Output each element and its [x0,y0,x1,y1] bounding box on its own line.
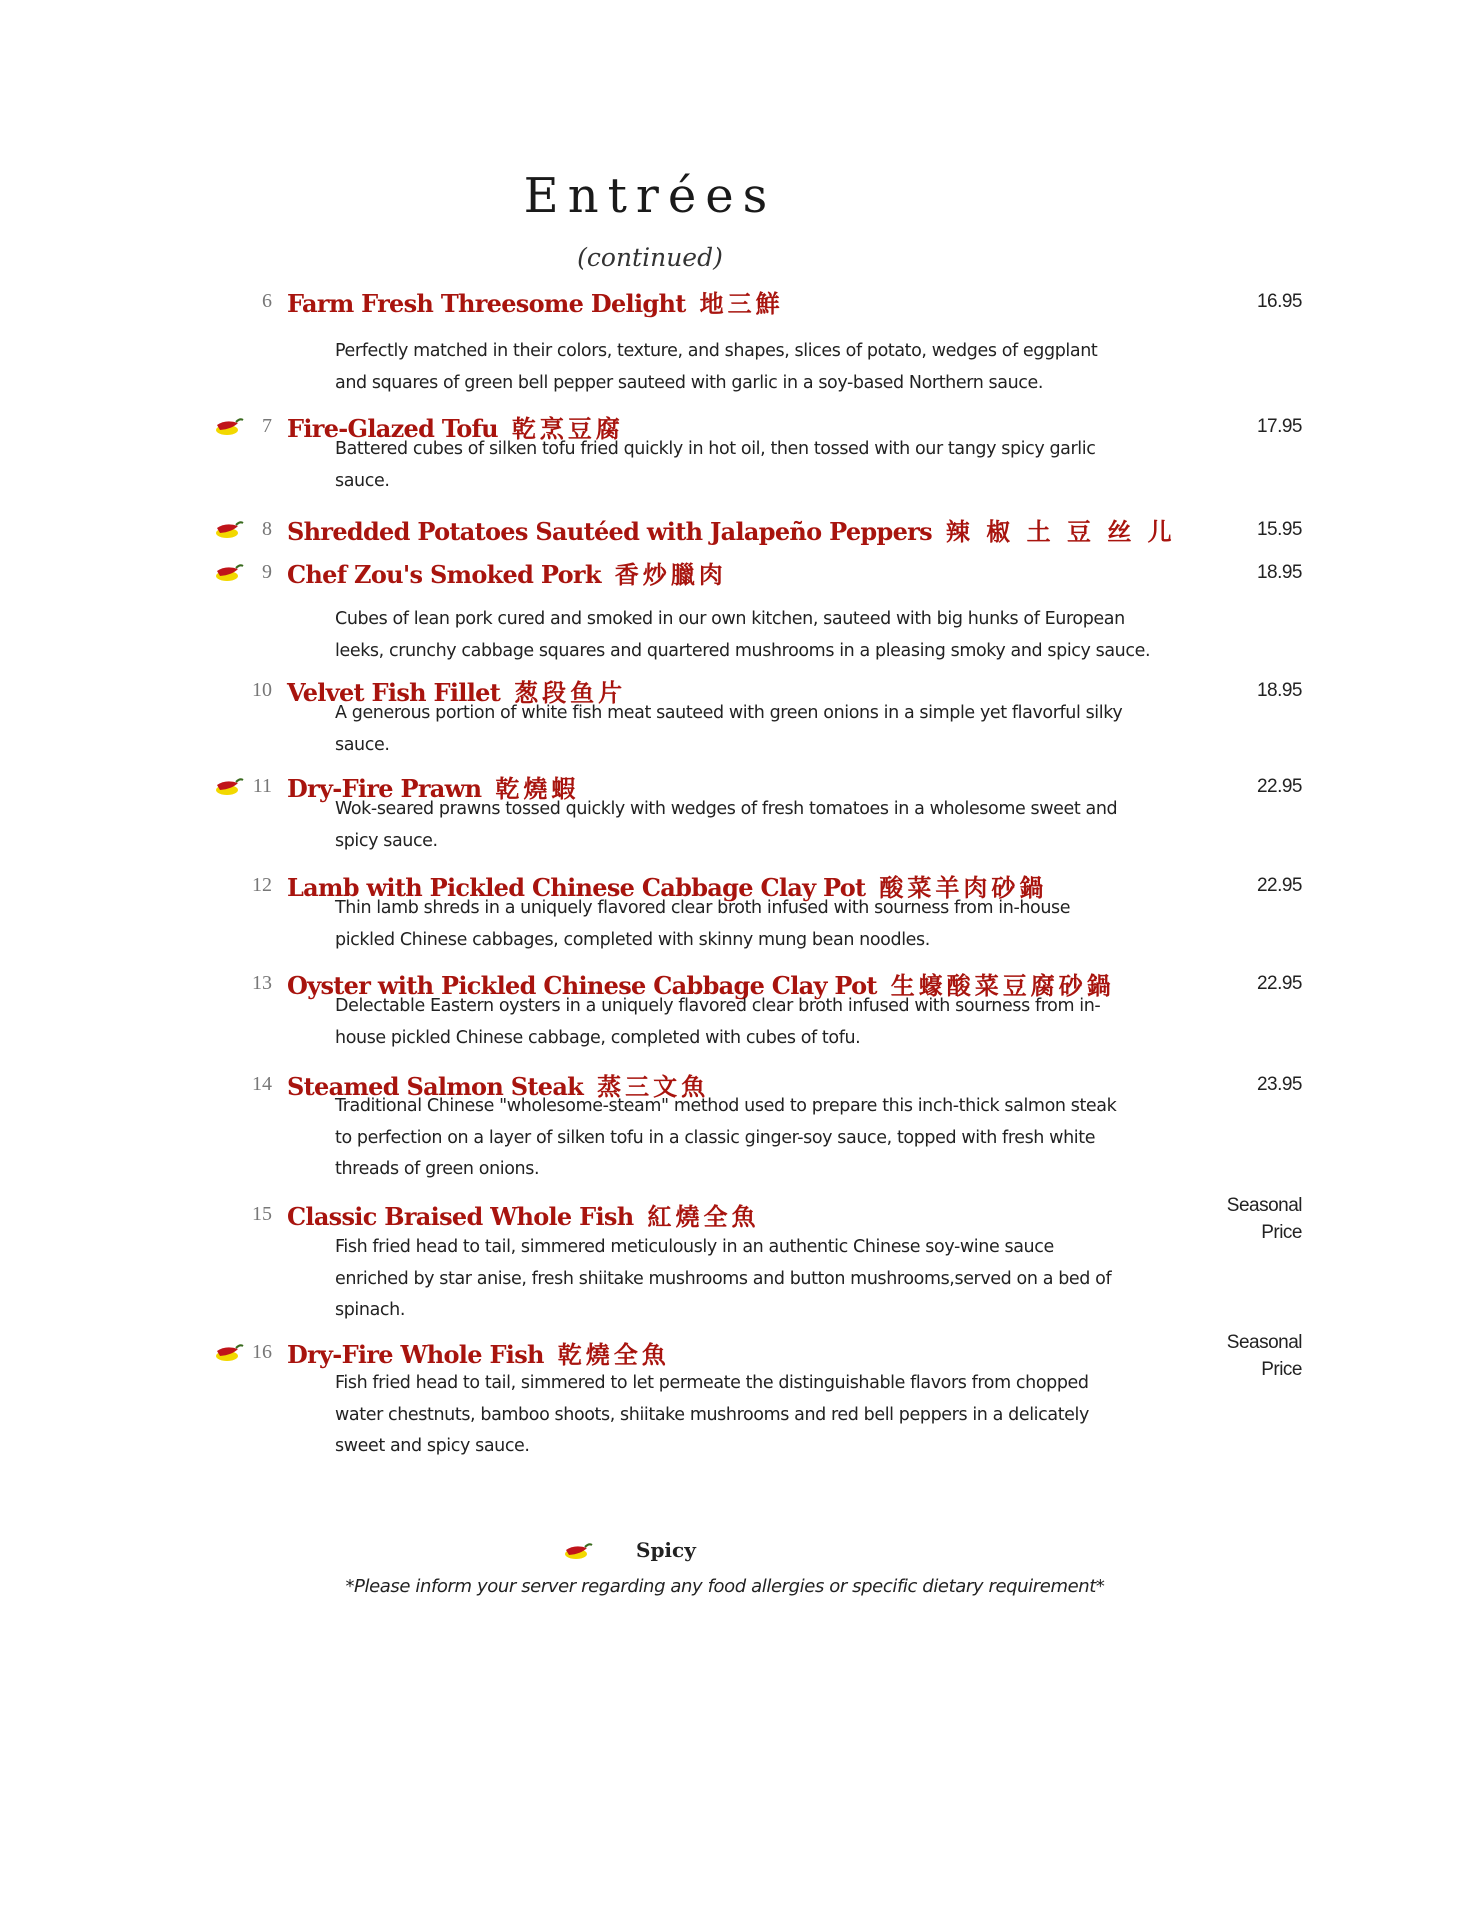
dish-price: Seasonal Price [1226,1332,1302,1380]
dish-name-english: Dry-Fire Whole Fish [287,1340,544,1369]
dish-name-chinese: 葱段鱼片 [514,679,627,707]
dish-price: Seasonal Price [1226,1195,1302,1243]
dish-price: 17.95 [1256,416,1302,437]
dish-price: 15.95 [1256,519,1302,540]
item-number: 11 [252,775,272,797]
description-line: to perfection on a layer of silken tofu in a classic ginger-soy sauce, topped with fresh white [335,1127,1096,1148]
item-number: 13 [252,972,272,994]
description-line: Perfectly matched in their colors, texture, and shapes, slices of potato, wedges of eggplant [335,341,1098,361]
dish-price: 16.95 [1256,291,1302,312]
dish-name [287,555,727,590]
description-line: water chestnuts, bamboo shoots, shiitake mushrooms and red bell peppers in a delicately [335,1404,1089,1425]
dish-description [335,893,1155,956]
description-line: sweet and spicy sauce. [335,1436,530,1456]
dish-name-english: Oyster with Pickled Chinese Cabbage Clay Pot [287,971,877,1000]
description-line: Delectable Eastern oysters in a uniquely flavored clear broth infused with sourness from in- [335,996,1101,1016]
dish-price: 22.95 [1256,973,1302,994]
dish-name-chinese: 酸菜羊肉砂鍋 [879,874,1048,902]
spicy-pepper-icon [563,1540,593,1564]
dish-description [335,1091,1155,1186]
dish-price: 22.95 [1256,776,1302,797]
dish-name-english: Chef Zou's Smoked Pork [287,560,601,589]
dish-name [287,1335,670,1370]
dish-description [335,1232,1155,1327]
dish-name-chinese: 生蠔酸菜豆腐砂鍋 [890,972,1115,1000]
description-line: house pickled Chinese cabbage, completed with cubes of tofu. [335,1027,861,1048]
item-number: 6 [262,290,272,312]
dish-name-english: Steamed Salmon Steak [287,1072,584,1101]
item-number: 14 [252,1073,272,1095]
description-line: spicy sauce. [335,830,438,851]
description-line: Traditional Chinese "wholesome-steam" method used to prepare this inch-thick salmon steak [335,1096,1117,1116]
dish-name-chinese: 蒸三文魚 [597,1073,710,1101]
description-line: spinach. [335,1300,405,1320]
dish-name-chinese: 紅燒全魚 [647,1203,760,1231]
item-number: 10 [252,679,272,701]
dish-name-english: Shredded Potatoes Sautéed with Jalapeño Peppers [287,517,932,546]
dish-description [335,991,1155,1054]
dish-name-chinese: 乾燒蝦 [495,775,580,803]
dish-description [335,794,1155,857]
description-line: sauce. [335,470,390,491]
dish-name-chinese: 乾烹豆腐 [511,415,624,443]
item-number: 9 [262,561,272,583]
dish-description [335,604,1155,667]
dish-description [335,336,1155,399]
description-line: Battered cubes of silken tofu fried quickly in hot oil, then tossed with our tangy spicy garlic [335,439,1096,459]
dish-name-english: Lamb with Pickled Chinese Cabbage Clay Pot [287,873,866,902]
dish-name-english: Velvet Fish Fillet [287,678,501,707]
dish-name-chinese: 乾燒全魚 [557,1341,670,1369]
dish-name [287,284,784,319]
dish-description [335,434,1155,497]
dish-price: 18.95 [1256,680,1302,701]
item-number: 15 [252,1203,272,1225]
dish-price: 22.95 [1256,875,1302,896]
item-number: 7 [262,415,272,437]
dish-name-english: Dry-Fire Prawn [287,774,482,803]
description-line: sauce. [335,734,390,755]
dish-description [335,1368,1155,1463]
dish-name-english: Farm Fresh Threesome Delight [287,289,686,318]
description-line: and squares of green bell pepper sauteed with garlic in a soy-based Northern sauce. [335,372,1044,393]
page-title: Entrées [523,168,777,224]
description-line: enriched by star anise, fresh shiitake mushrooms and button mushrooms,served on a bed of [335,1268,1112,1289]
description-line: Thin lamb shreds in a uniquely flavored clear broth infused with sourness from in-house [335,898,1071,918]
description-line: Fish fried head to tail, simmered to let permeate the distinguishable flavors from chopped [335,1373,1089,1393]
item-number: 12 [252,874,272,896]
item-number: 8 [262,518,272,540]
description-line: A generous portion of white fish meat sauteed with green onions in a simple yet flavorful silky [335,703,1123,723]
dish-name-chinese: 香炒臘肉 [614,561,727,589]
description-line: Cubes of lean pork cured and smoked in our own kitchen, sauteed with big hunks of European [335,609,1125,629]
dish-name-chinese: 辣 椒 土 豆 丝 儿 [945,518,1176,546]
page-subtitle: (continued) [577,243,723,272]
item-number: 16 [252,1341,272,1363]
description-line: Wok-seared prawns tossed quickly with wedges of fresh tomatoes in a wholesome sweet and [335,799,1118,819]
dish-description [335,698,1155,761]
dish-price: 18.95 [1256,562,1302,583]
allergy-note: *Please inform your server regarding any food allergies or specific dietary requirement* [345,1576,1105,1597]
dish-price: 23.95 [1256,1074,1302,1095]
dish-name [287,512,1176,547]
description-line: threads of green onions. [335,1159,540,1179]
dish-name-english: Fire-Glazed Tofu [287,414,498,443]
dish-name-chinese: 地三鮮 [699,290,784,318]
description-line: leeks, crunchy cabbage squares and quartered mushrooms in a pleasing smoky and spicy sauce. [335,640,1151,661]
dish-name [287,1197,759,1232]
description-line: Fish fried head to tail, simmered meticulously in an authentic Chinese soy-wine sauce [335,1237,1054,1257]
description-line: pickled Chinese cabbages, completed with skinny mung bean noodles. [335,929,930,950]
legend-spicy-label: Spicy [636,1538,696,1562]
dish-name-english: Classic Braised Whole Fish [287,1202,634,1231]
